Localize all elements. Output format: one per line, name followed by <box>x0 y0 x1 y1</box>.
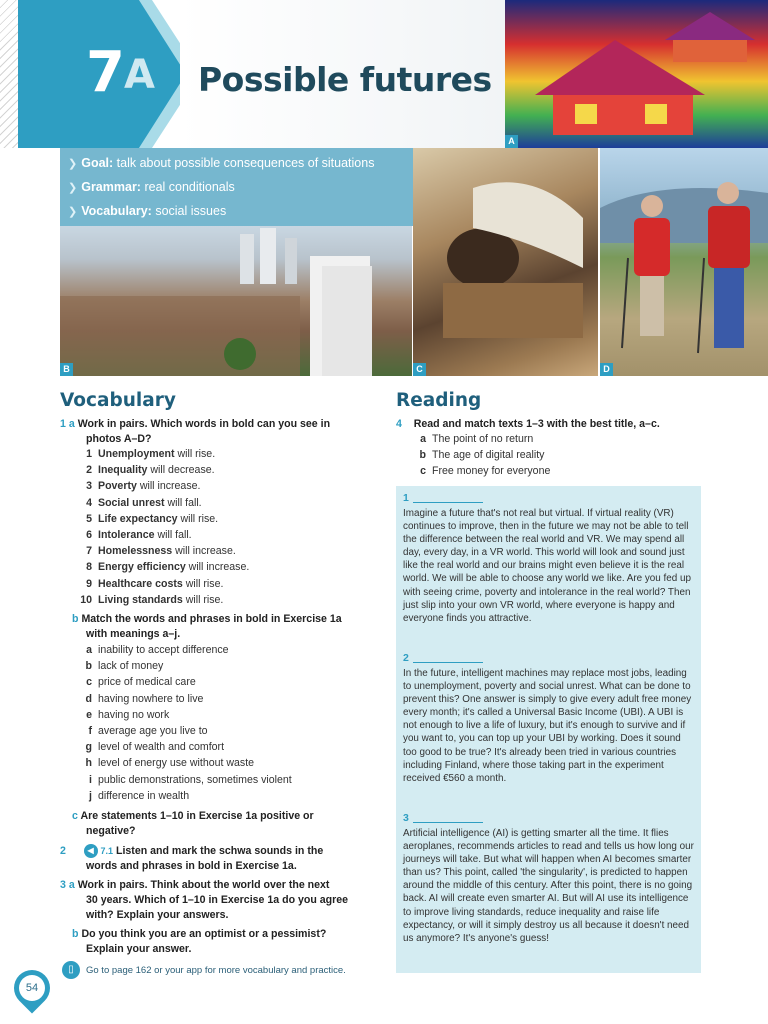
photo-label-c: C <box>413 363 426 376</box>
list-item: b The age of digital reality <box>419 449 545 462</box>
list-item: 6 Intolerance will fall. <box>86 528 192 541</box>
chevron-right-icon: ❯ <box>68 182 78 194</box>
list-item: h level of energy use without waste <box>85 757 255 770</box>
exercise-1b-instruction: b Match the words and phrases in bold in Exercise 1a <box>72 613 342 625</box>
list-item: 3 Poverty will increase. <box>86 480 201 493</box>
answer-blank-line[interactable] <box>413 662 483 663</box>
list-item: c price of medical care <box>86 676 196 689</box>
photo-c-homeless-person <box>413 148 598 376</box>
list-item: c Free money for everyone <box>420 465 551 478</box>
exercise-3a-instruction-cont: with? Explain your answers. <box>86 909 229 921</box>
text-2-body: In the future, intelligent machines may replace most jobs, leading to unemployment, poverty and social unrest. What can be done to prevent this? One answer is simply to give every adult free money every month; it's called a Universal Basic Income (UBI). A UBI is not enough to live a life of luxury, but it's enough to survive and if you want to, you can top up your UBI by working. Does it sound too good to be true? It's already been tried in various countries including Finland, where those taking part in the experiment received €560 a month. <box>403 668 692 784</box>
list-item: i public demonstrations, sometimes violent <box>89 773 292 786</box>
goals-panel <box>60 148 413 226</box>
homeless-graphic <box>413 148 598 376</box>
list-item: 4 Social unrest will fall. <box>86 496 202 509</box>
city-graphic <box>60 226 412 376</box>
photo-a-thermal-houses <box>505 0 768 148</box>
list-item: e having no work <box>86 708 170 721</box>
thermal-house-graphic <box>505 0 768 148</box>
goal-row: ❯ Goal: talk about possible consequences of situations <box>68 156 375 170</box>
photo-b-city-slum <box>60 226 412 376</box>
unit-letter: A <box>124 52 155 98</box>
exercise-1c-instruction: c Are statements 1–10 in Exercise 1a positive or <box>72 810 314 822</box>
list-item: 7 Homelessness will increase. <box>86 545 236 558</box>
exercise-3b-instruction: b Do you think you are an optimist or a pessimist? <box>72 928 327 940</box>
chevron-right-icon: ❯ <box>68 206 78 218</box>
answer-blank-line[interactable] <box>413 822 483 823</box>
text-3-number: 3 <box>403 812 409 824</box>
reading-heading: Reading <box>396 390 482 411</box>
list-item: f average age you live to <box>88 724 208 737</box>
audio-track-number: 7.1 <box>100 845 114 856</box>
text-1-body: Imagine a future that's not real but virtual. If virtual reality (VR) continues to improve, then in the future we may not be able to tell the difference between the real world and VR. We may spend all day, every day, in a VR world. This world will look and sound just like the real world and our brains might even believe it is the real world. We will be able to choose any world we like. Are you fed up with seeing crime, poverty and intolerance in the real world? Then just slip into your own VR world, where everyone is happy and everyone finds you attractive. <box>403 508 691 624</box>
unit-number: 7 <box>86 40 123 105</box>
exercise-1a-instruction: 1 a Work in pairs. Which words in bold can you see in <box>60 418 331 430</box>
text-3-body: Artificial intelligence (AI) is getting smarter all the time. It flies aeroplanes, recommends articles to read and tells us how long our journeys will take. But what will happen when AI becomes smarter than us? This point, called 'the singularity', is predicted to happen around the middle of this century. After this point, there is no going back. AI will create even smarter AI. But will AI use its intelligence to improve living standards, reduce inequality and raise life expectancy, or will it simply destroy us all because it doesn't need us anymore? It's anyone's guess! <box>403 828 694 944</box>
reading-titles-list <box>412 433 550 482</box>
audio-icon[interactable]: ◀ <box>84 844 98 858</box>
list-item: 8 Energy efficiency will increase. <box>86 561 250 574</box>
exercise-3a-instruction: 3 a Work in pairs. Think about the world over the next <box>60 879 330 891</box>
reading-text-box <box>396 486 701 973</box>
list-item: b lack of money <box>85 660 164 673</box>
photo-label-d: D <box>600 363 613 376</box>
list-item: d having nowhere to live <box>85 692 204 705</box>
photo-label-a: A <box>505 135 518 148</box>
answer-blank-line[interactable] <box>413 502 483 503</box>
list-item: 2 Inequality will decrease. <box>86 464 215 477</box>
page-number: 54 <box>19 975 45 1001</box>
list-item: j difference in wealth <box>89 789 190 802</box>
chevron-right-icon: ❯ <box>68 158 78 170</box>
list-item: 5 Life expectancy will rise. <box>86 512 219 525</box>
list-item: a inability to accept difference <box>86 644 229 656</box>
app-practice-icon[interactable]: ▯ <box>62 961 80 979</box>
exercise-1b-instruction-cont: with meanings a–j. <box>86 628 181 640</box>
photo-d-elderly-hikers <box>600 148 768 376</box>
list-item: a The point of no return <box>420 433 534 445</box>
list-item: 10 Living standards will rise. <box>80 593 224 606</box>
list-item: g level of wealth and comfort <box>85 741 225 754</box>
vocabulary-items-list <box>78 448 249 610</box>
exercise-1c-instruction-cont: negative? <box>86 825 136 837</box>
photo-label-b: B <box>60 363 73 376</box>
exercise-2-instruction-cont: words and phrases in bold in Exercise 1a. <box>86 860 297 872</box>
exercise-3b-instruction-cont: Explain your answer. <box>86 943 192 955</box>
vocabulary-row: ❯ Vocabulary: social issues <box>68 204 227 218</box>
exercise-3a-instruction-cont: 30 years. Which of 1–10 in Exercise 1a do you agree <box>86 894 349 906</box>
grammar-row: ❯ Grammar: real conditionals <box>68 180 235 194</box>
exercise-4-instruction: 4 Read and match texts 1–3 with the best title, a–c. <box>396 418 660 430</box>
exercise-2-instruction: 2 ◀ 7.1 Listen and mark the schwa sounds in the <box>60 844 324 857</box>
list-item: 1 Unemployment will rise. <box>86 448 216 460</box>
vocabulary-heading: Vocabulary <box>60 390 176 411</box>
text-1-number: 1 <box>403 492 409 504</box>
meanings-list <box>78 644 292 806</box>
hikers-graphic <box>600 148 768 376</box>
practice-footer-note[interactable]: Go to page 162 or your app for more vocabulary and practice. <box>86 965 346 976</box>
page-title: Possible futures <box>198 60 492 99</box>
exercise-1a-instruction-cont: photos A–D? <box>86 433 152 445</box>
list-item: 9 Healthcare costs will rise. <box>86 577 224 590</box>
text-2-number: 2 <box>403 652 409 664</box>
